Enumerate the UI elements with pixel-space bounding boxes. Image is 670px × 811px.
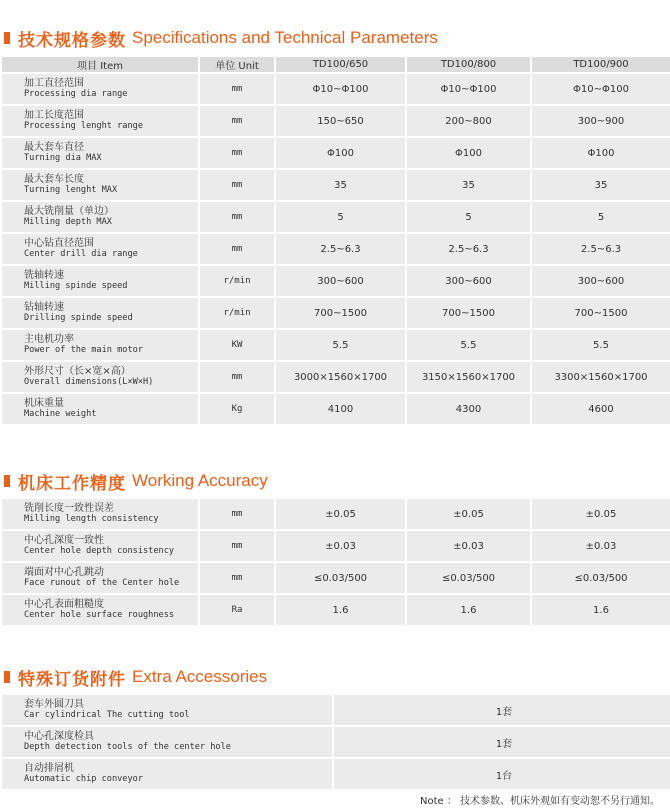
item-name-cn: 中心孔深度检具 xyxy=(24,731,94,742)
value-cell: ±0.05 xyxy=(532,499,670,529)
value-cell: 2.5~6.3 xyxy=(276,234,405,264)
item-cell xyxy=(2,170,198,200)
item-name-en: Processing dia range xyxy=(24,89,128,99)
unit-cell: mm xyxy=(200,106,274,136)
value-cell: 2.5~6.3 xyxy=(407,234,530,264)
value-cell: 1.6 xyxy=(276,595,405,625)
item-name-cn: 铣削长度一致性误差 xyxy=(24,503,114,514)
item-name-en: Automatic chip conveyor xyxy=(24,774,143,784)
section-marker xyxy=(4,671,10,683)
item-name-en: Face runout of the Center hole xyxy=(24,578,180,588)
item-name-en: Milling depth MAX xyxy=(24,217,112,227)
table-header-row xyxy=(2,57,670,72)
value-cell: ≤0.03/500 xyxy=(407,563,530,593)
item-name-cn: 中心钻直径范围 xyxy=(24,238,94,249)
column-header: TD100/650 xyxy=(276,57,405,72)
item-name-cn: 最大铣削量（单边） xyxy=(24,206,114,217)
item-name-cn: 主电机功率 xyxy=(24,334,74,345)
value-cell: 5 xyxy=(407,202,530,232)
value-cell: Φ10~Φ100 xyxy=(276,74,405,104)
column-header: TD100/800 xyxy=(407,57,530,72)
item-cell xyxy=(2,695,332,725)
accuracy-title-cn: 机床工作精度 xyxy=(18,473,126,494)
item-name-en: Center hole depth consistency xyxy=(24,546,175,556)
table-row xyxy=(2,234,670,264)
table-row xyxy=(2,531,670,561)
item-cell xyxy=(2,234,198,264)
item-name-en: Turning dia MAX xyxy=(24,153,102,163)
item-cell xyxy=(2,759,332,789)
value-cell: 3150×1560×1700 xyxy=(407,362,530,392)
item-name-en: Power of the main motor xyxy=(24,345,143,355)
item-cell xyxy=(2,74,198,104)
unit-cell: mm xyxy=(200,138,274,168)
item-name-en: Milling spinde speed xyxy=(24,281,128,291)
unit-cell: mm xyxy=(200,234,274,264)
table-row xyxy=(2,330,670,360)
item-name-en: Center hole surface roughness xyxy=(24,610,175,620)
accessories-section-title xyxy=(0,666,267,688)
item-name-en: Overall dimensions(L×W×H) xyxy=(24,377,154,387)
value-cell: ≤0.03/500 xyxy=(532,563,670,593)
table-row xyxy=(2,170,670,200)
value-cell: 1.6 xyxy=(407,595,530,625)
item-cell xyxy=(2,266,198,296)
item-cell xyxy=(2,499,198,529)
table-row xyxy=(2,298,670,328)
value-cell: 300~600 xyxy=(407,266,530,296)
value-cell: 35 xyxy=(276,170,405,200)
unit-cell: mm xyxy=(200,563,274,593)
value-cell: 5.5 xyxy=(532,330,670,360)
value-cell: 4300 xyxy=(407,394,530,424)
value-cell: ±0.03 xyxy=(407,531,530,561)
item-cell xyxy=(2,531,198,561)
item-name-en: Milling length consistency xyxy=(24,514,159,524)
section-marker xyxy=(4,475,10,487)
item-name-cn: 最大套车长度 xyxy=(24,174,84,185)
specs-section-title xyxy=(0,27,438,49)
item-name-cn: 铣轴转速 xyxy=(24,270,64,281)
value-cell: 4100 xyxy=(276,394,405,424)
value-cell: ≤0.03/500 xyxy=(276,563,405,593)
item-name-en: Car cylindrical The cutting tool xyxy=(24,710,190,720)
value-cell: 300~900 xyxy=(532,106,670,136)
item-name-en: Depth detection tools of the center hole xyxy=(24,742,231,752)
unit-cell: mm xyxy=(200,74,274,104)
value-cell: 5.5 xyxy=(407,330,530,360)
quantity-cell: 1套 xyxy=(334,695,670,725)
item-name-cn: 最大套车直径 xyxy=(24,142,84,153)
table-row xyxy=(2,362,670,392)
item-name-cn: 自动排屑机 xyxy=(24,763,74,774)
value-cell: ±0.05 xyxy=(276,499,405,529)
item-cell xyxy=(2,394,198,424)
value-cell: Φ10~Φ100 xyxy=(532,74,670,104)
value-cell: 150~650 xyxy=(276,106,405,136)
table-row xyxy=(2,695,670,725)
value-cell: 700~1500 xyxy=(532,298,670,328)
item-name-en: Machine weight xyxy=(24,409,97,419)
item-cell xyxy=(2,362,198,392)
item-name-cn: 机床重量 xyxy=(24,398,64,409)
unit-cell: mm xyxy=(200,499,274,529)
value-cell: ±0.03 xyxy=(532,531,670,561)
table-row xyxy=(2,74,670,104)
specs-title-en: Specifications and Technical Parameters xyxy=(132,28,438,47)
unit-cell: mm xyxy=(200,202,274,232)
column-header: 单位 Unit xyxy=(200,57,274,72)
value-cell: ±0.03 xyxy=(276,531,405,561)
item-cell xyxy=(2,298,198,328)
item-name-cn: 端面对中心孔跳动 xyxy=(24,567,104,578)
value-cell: Φ100 xyxy=(532,138,670,168)
item-cell xyxy=(2,563,198,593)
item-name-en: Center drill dia range xyxy=(24,249,138,259)
value-cell: 4600 xyxy=(532,394,670,424)
unit-cell: r/min xyxy=(200,266,274,296)
value-cell: 35 xyxy=(407,170,530,200)
table-row xyxy=(2,499,670,529)
footnote: Note ： 技术参数、机床外观如有变动恕不另行通知。 xyxy=(419,796,660,807)
column-header: 项目 Item xyxy=(2,57,198,72)
quantity-cell: 1套 xyxy=(334,727,670,757)
unit-cell: KW xyxy=(200,330,274,360)
quantity-cell: 1台 xyxy=(334,759,670,789)
table-row xyxy=(2,138,670,168)
item-name-cn: 中心孔深度一致性 xyxy=(24,535,104,546)
unit-cell: Ra xyxy=(200,595,274,625)
value-cell: 5 xyxy=(276,202,405,232)
column-header: TD100/900 xyxy=(532,57,670,72)
item-name-cn: 加工长度范围 xyxy=(24,110,84,121)
accuracy-title-en: Working Accuracy xyxy=(132,471,268,490)
value-cell: 35 xyxy=(532,170,670,200)
unit-cell: mm xyxy=(200,531,274,561)
value-cell: 700~1500 xyxy=(276,298,405,328)
accuracy-section-title xyxy=(0,470,268,492)
value-cell: 300~600 xyxy=(276,266,405,296)
specs-title-cn: 技术规格参数 xyxy=(18,30,126,51)
value-cell: Φ10~Φ100 xyxy=(407,74,530,104)
unit-cell: Kg xyxy=(200,394,274,424)
value-cell: 200~800 xyxy=(407,106,530,136)
unit-cell: mm xyxy=(200,170,274,200)
value-cell: 3300×1560×1700 xyxy=(532,362,670,392)
value-cell: Φ100 xyxy=(276,138,405,168)
item-name-en: Drilling spinde speed xyxy=(24,313,133,323)
specs-table xyxy=(0,55,670,426)
accessories-title-en: Extra Accessories xyxy=(132,667,268,686)
table-row xyxy=(2,727,670,757)
value-cell: 5.5 xyxy=(276,330,405,360)
item-name-en: Processing lenght range xyxy=(24,121,143,131)
item-name-cn: 钻轴转速 xyxy=(24,302,64,313)
table-row xyxy=(2,106,670,136)
table-row xyxy=(2,563,670,593)
section-marker xyxy=(4,32,10,44)
value-cell: 3000×1560×1700 xyxy=(276,362,405,392)
item-name-en: Turning lenght MAX xyxy=(24,185,118,195)
accessories-title-cn: 特殊订货附件 xyxy=(18,669,126,690)
item-cell xyxy=(2,330,198,360)
unit-cell: r/min xyxy=(200,298,274,328)
item-cell xyxy=(2,138,198,168)
item-name-cn: 套车外圆刀具 xyxy=(24,699,84,710)
value-cell: ±0.05 xyxy=(407,499,530,529)
value-cell: 300~600 xyxy=(532,266,670,296)
table-row xyxy=(2,266,670,296)
value-cell: 2.5~6.3 xyxy=(532,234,670,264)
value-cell: Φ100 xyxy=(407,138,530,168)
item-cell xyxy=(2,595,198,625)
table-row xyxy=(2,759,670,789)
item-name-cn: 外形尺寸（长×宽×高） xyxy=(24,366,131,377)
unit-cell: mm xyxy=(200,362,274,392)
value-cell: 5 xyxy=(532,202,670,232)
table-row xyxy=(2,394,670,424)
item-cell xyxy=(2,727,332,757)
value-cell: 1.6 xyxy=(532,595,670,625)
table-row xyxy=(2,202,670,232)
value-cell: 700~1500 xyxy=(407,298,530,328)
item-name-cn: 加工直径范围 xyxy=(24,78,84,89)
table-row xyxy=(2,595,670,625)
accessories-table xyxy=(0,693,670,791)
item-name-cn: 中心孔表面粗糙度 xyxy=(24,599,104,610)
item-cell xyxy=(2,106,198,136)
item-cell xyxy=(2,202,198,232)
accuracy-table xyxy=(0,497,670,627)
